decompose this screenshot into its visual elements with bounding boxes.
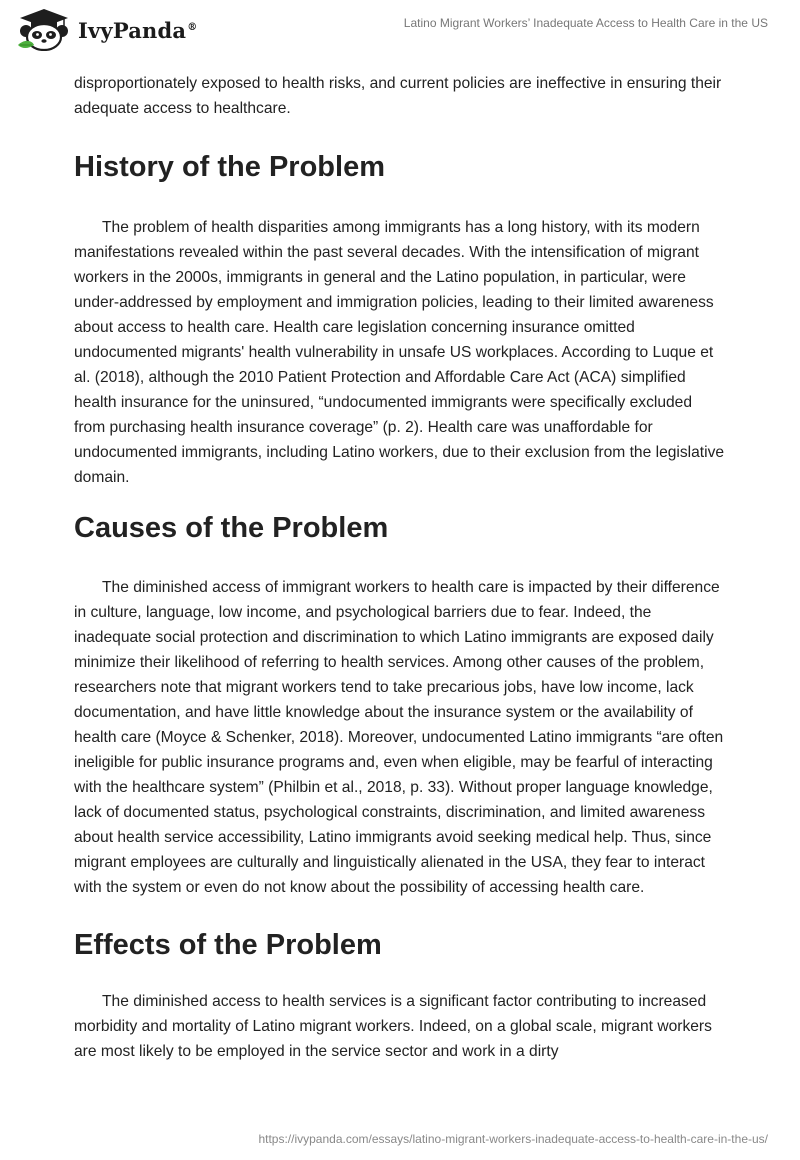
source-url[interactable]: https://ivypanda.com/essays/latino-migrant-workers-inadequate-access-to-health-care-in-the-us/ xyxy=(258,1132,768,1146)
essay-body xyxy=(74,71,726,1064)
section-heading-history: History of the Problem xyxy=(74,151,385,183)
section-heading-effects: Effects of the Problem xyxy=(74,929,382,961)
section-paragraph-causes: The diminished access of immigrant workers to health care is impacted by their difference in culture, language, low income, and psychological barriers due to fear. Indeed, the inadequate social protection and discrimination to which Latino immigrants are exposed daily minimize their likelihood of referring to health services. Among other causes of the problem, researchers note that migrant workers tend to take precarious jobs, have low income, lack documentation, and have little knowledge about the insurance system or the availability of health care (Moyce & Schenker, 2018). Moreover, undocumented Latino immigrants “are often ineligible for public insurance programs and, even when eligible, may be fearful of interacting with the healthcare system” (Philbin et al., 2018, p. 33). Without proper language knowledge, lack of documented status, psychological constraints, discrimination, and limited awareness about health service accessibility, Latino immigrants avoid seeking medical help. Thus, since migrant employees are culturally and linguistically alienated in the USA, they fear to interact with the system or even do not know about the possibility of accessing health care. xyxy=(74,579,724,896)
running-title: Latino Migrant Workers’ Inadequate Access to Health Care in the US xyxy=(403,16,768,30)
page-header xyxy=(0,0,800,70)
brand-logo[interactable] xyxy=(14,9,197,51)
section-paragraph-effects: The diminished access to health services is a significant factor contributing to increased morbidity and mortality of Latino migrant workers. Indeed, on a global scale, migrant workers are most likely to be employed in the service sector and work in a dirty xyxy=(74,993,712,1060)
section-heading-causes: Causes of the Problem xyxy=(74,512,389,544)
brand-name: IvyPanda® xyxy=(78,17,198,43)
panda-graduate-icon xyxy=(14,9,72,51)
section-paragraph-history: The problem of health disparities among immigrants has a long history, with its modern manifestations revealed within the past several decades. With the intensification of migrant workers in the 2000s, immigrants in general and the Latino population, in particular, were under-addressed by employment and immigration policies, leading to their limited awareness about access to health care. Health care legislation concerning insurance omitted undocumented migrants' health vulnerability in unsafe US workplaces. According to Luque et al. (2018), although the 2010 Patient Protection and Affordable Care Act (ACA) simplified health insurance for the uninsured, “undocumented immigrants were specifically excluded from purchasing health insurance coverage” (p. 2). Health care was unaffordable for undocumented immigrants, including Latino workers, due to their exclusion from the legislative domain. xyxy=(74,219,725,486)
intro-continuation: disproportionately exposed to health risks, and current policies are ineffective in ensuring their adequate access to healthcare. xyxy=(74,75,722,117)
